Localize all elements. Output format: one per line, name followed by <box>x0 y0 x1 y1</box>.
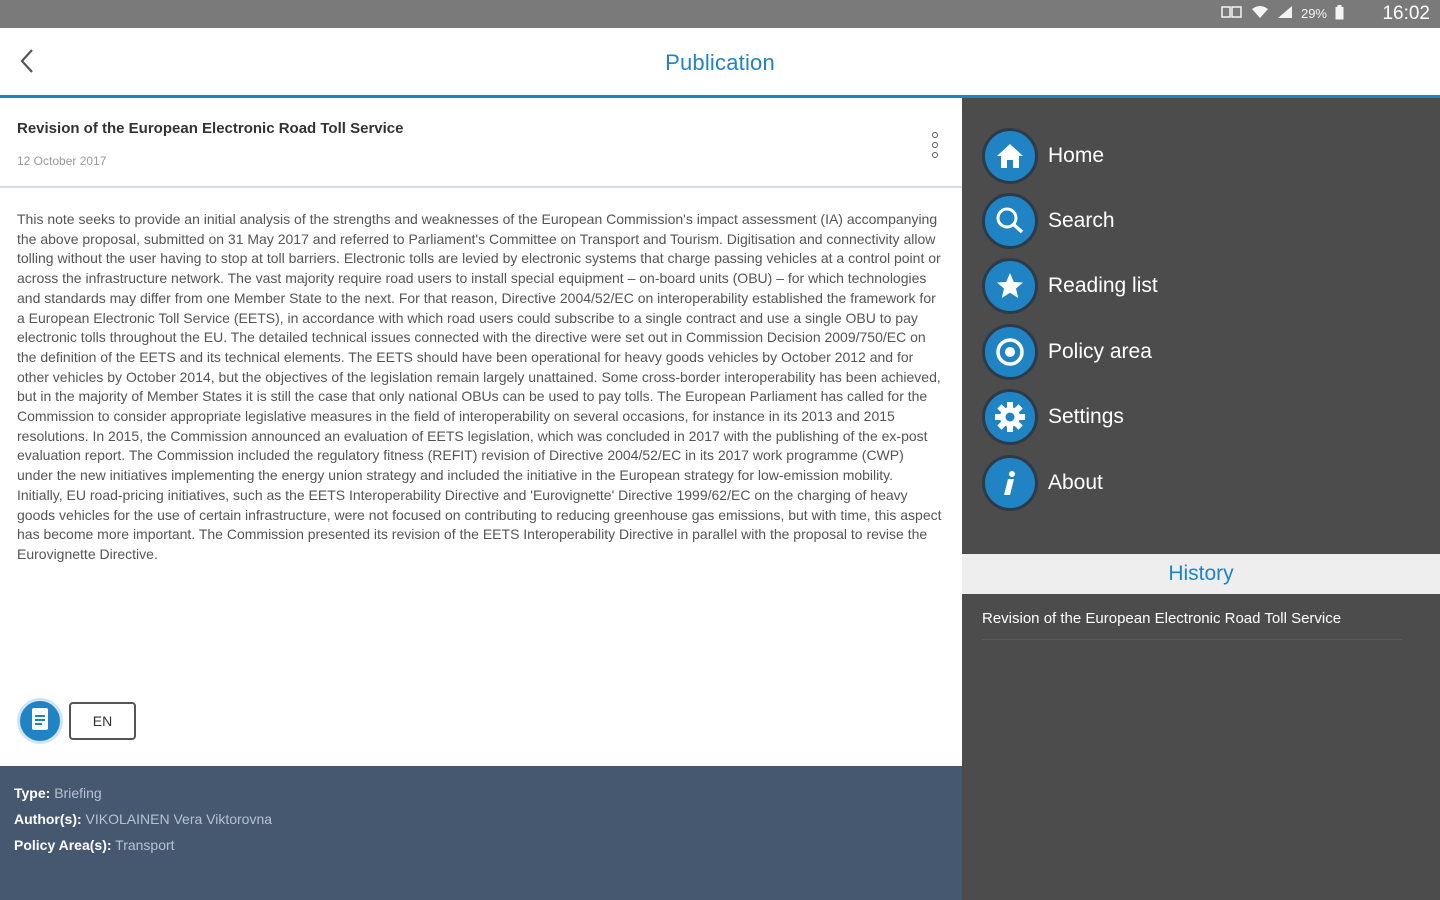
document-actions <box>17 698 136 744</box>
menu-item-settings[interactable] <box>982 385 1158 450</box>
gear-icon <box>982 389 1038 445</box>
menu-item-label: About <box>1048 470 1103 494</box>
home-icon <box>982 128 1038 184</box>
meta-policy <box>14 832 948 858</box>
meta-type-value: Briefing <box>54 785 102 801</box>
menu-item-home[interactable] <box>982 123 1158 188</box>
wifi-icon <box>1251 5 1269 23</box>
pdf-icon <box>29 707 51 736</box>
history-header: History <box>962 554 1440 594</box>
meta-authors-value: VIKOLAINEN Vera Viktorovna <box>85 811 273 827</box>
meta-authors-label: Author(s): <box>14 811 82 827</box>
meta-type <box>14 780 948 806</box>
language-button[interactable]: EN <box>69 702 136 740</box>
signal-icon <box>1277 5 1293 23</box>
info-icon <box>982 455 1038 511</box>
menu-item-label: Home <box>1048 143 1105 167</box>
page-title: Publication <box>665 50 775 75</box>
publication-body: This note seeks to provide an initial analysis of the strengths and weaknesses of the European Commission's impact assessment (IA) accompanying the above proposal, submitted on 31 May 2017 and referred to Parliament's Committee on Transport and Tourism. Digitisation and connectivity allow tolling without the user having to stop at toll barriers. Electronic tolls are levied by electronic systems that charge passing vehicles at a control point or across the infrastructure network. The vast majority require road users to install special equipment – on-board units (OBU) – for which technologies and standards may differ from one Member State to the next. For that reason, Directive 2004/52/EC on interoperability established the framework for a European Electronic Toll Service (EETS), in accordance with which road users could subscribe to a single contract and use a single OBU to pay electronic tolls throughout the EU. The detailed technical issues connected with the directive were set out in Commission Decision 2009/750/EC on the definition of the EETS and its technical elements. The EETS should have been operational for heavy goods vehicles by October 2012 and for other vehicles by October 2014, but the objectives of the legislation remain largely unattained. Some cross-border interoperability has been achieved, but in the majority of Member States it is still the case that only national OBUs can be used to pay tolls. The European Parliament has called for the Commission to consider appropriate legislative measures in the field of interoperability on several occasions, for instance in its 2013 and 2015 resolutions. In 2015, the Commission announced an evaluation of EETS legislation, which was concluded in 2017 with the publishing of the ex-post evaluation report. The Commission included the regulatory fitness (REFIT) revision of Directive 2004/52/EC in its 2017 work programme (CWP) under the new initiatives implementing the energy union strategy and included the initiative in the European strategy for low-emission mobility. Initially, EU road-pricing initiatives, such as the EETS Interoperability Directive and 'Eurovignette' Directive 1999/62/EC on the charging of heavy goods vehicles for the use of certain infrastructure, were not focused on contributing to reducing greenhouse gas emissions, but with time, this aspect has become more important. The Commission presented its revision of the EETS Interoperability Directive in parallel with the proposal to revise the Eurovignette Directive. <box>17 211 942 562</box>
publication-date: 12 October 2017 <box>17 154 107 168</box>
publication-meta <box>0 766 962 900</box>
menu-item-about[interactable] <box>982 450 1158 515</box>
menu-item-reading-list[interactable] <box>982 254 1158 319</box>
battery-percent: 29% <box>1300 6 1327 21</box>
history-item[interactable]: Revision of the European Electronic Road Toll Service <box>982 598 1402 640</box>
battery-icon <box>1335 5 1344 24</box>
drawer-menu <box>982 123 1158 515</box>
menu-item-label: Policy area <box>1048 339 1152 363</box>
status-bar <box>0 0 1440 28</box>
target-icon <box>982 324 1038 380</box>
status-time: 16:02 <box>1382 3 1430 24</box>
menu-item-label: Settings <box>1048 405 1124 429</box>
menu-item-policy-area[interactable] <box>982 319 1158 384</box>
meta-authors <box>14 806 948 832</box>
meta-policy-label: Policy Area(s): <box>14 837 112 853</box>
status-icons <box>1221 6 1344 22</box>
publication-view <box>0 98 962 900</box>
more-options-button[interactable] <box>926 130 944 160</box>
star-icon <box>982 258 1038 314</box>
search-icon <box>982 193 1038 249</box>
menu-item-label: Reading list <box>1048 274 1158 298</box>
publication-title: Revision of the European Electronic Road Toll Service <box>17 120 404 137</box>
more-vertical-icon <box>932 132 938 138</box>
meta-type-label: Type: <box>14 785 51 801</box>
meta-policy-value: Transport <box>115 837 175 853</box>
navigation-drawer <box>962 98 1440 900</box>
cast-icon <box>1221 5 1243 23</box>
app-bar <box>0 28 1440 98</box>
pdf-download-button[interactable] <box>17 698 63 744</box>
menu-item-label: Search <box>1048 209 1115 233</box>
publication-header <box>0 98 962 188</box>
menu-item-search[interactable] <box>982 188 1158 253</box>
